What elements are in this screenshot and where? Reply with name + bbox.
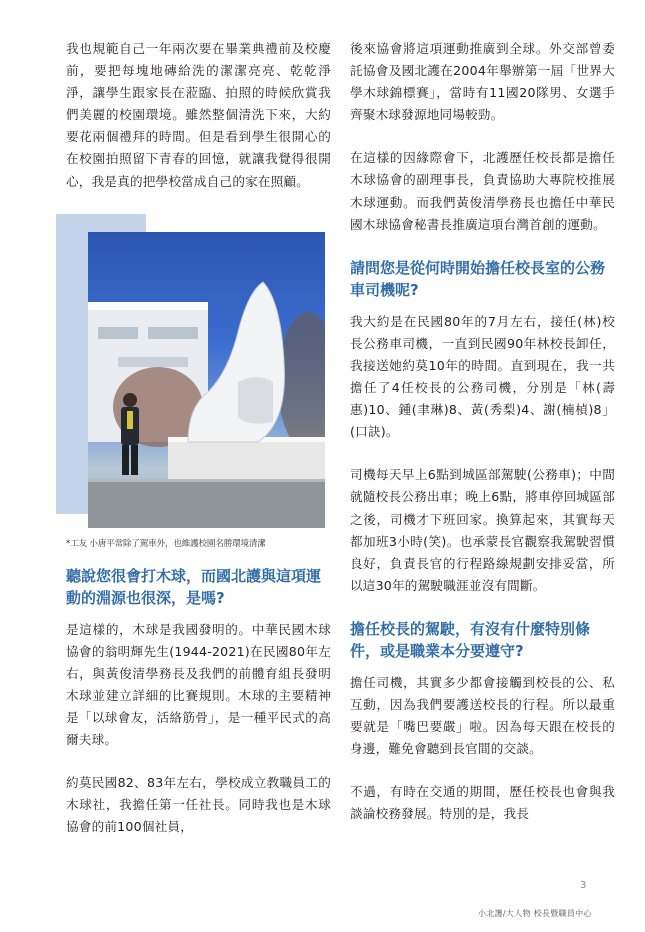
right-column bbox=[350, 38, 615, 846]
paragraph: 在這樣的因緣際會下，北護歷任校長都是擔任木球協會的副理事長，負責協助大專院校推展木球運動。而我們黃俊清學務長也擔任中華民國木球協會秘書長推廣這項台灣首創的運動。 bbox=[350, 150, 615, 232]
page-number: 3 bbox=[580, 880, 587, 891]
photo-block bbox=[66, 214, 331, 532]
paragraph: 後來協會將這項運動推廣到全球。外交部曾委託協會及國北護在2004年舉辦第一屆「世界大學木球錦標賽」，當時有11國20隊男、女選手齊聚木球發源地同場較勁。 bbox=[350, 41, 615, 123]
photo-caption: *工友 小唐平常除了駕車外，也維護校園名勝環境清潔 bbox=[66, 538, 266, 549]
paragraph: 司機每天早上6點到城區部駕駛(公務車)；中間就隨校長公務出車；晚上6點，將車停回城區部之後，司機才下班回家。換算起來，其實每天都加班3小時(笑)。也承蒙長官觀察我駕駛習慣良好，負責長官的行程路線規劃安排妥當，所以這30年的駕駛職涯並沒有間斷。 bbox=[350, 467, 615, 593]
paragraph: 擔任司機，其實多少都會接觸到校長的公、私互動，因為我們要護送校長的行程。所以最重要就是「嘴巴要嚴」啦。因為每天跟在校長的身邊，難免會聽到長官間的交談。 bbox=[350, 674, 615, 757]
photo-illustration bbox=[88, 232, 325, 528]
page-footer: 小北護/大人物 校長暨職員中心 bbox=[478, 909, 592, 918]
paragraph: 約莫民國82、83年左右，學校成立教職員工的木球社，我擔任第一任社長。同時我也是木球協會的前100個社員， bbox=[66, 775, 331, 835]
section-heading: 擔任校長的駕駛，有沒有什麼特別條件，或是職業本分要遵守? bbox=[350, 619, 591, 660]
paragraph: 我也規範自己一年兩次要在畢業典禮前及校慶前，要把每塊地磚給洗的潔潔亮亮、乾乾淨淨，讓學生跟家長在蒞臨、拍照的時候欣賞我們美麗的校園環境。雖然整個清洗下來，大約要花兩個禮拜的時間。但是看到學生很開心的在校園拍照留下青春的回憶，就讓我覺得很開心，我是真的把學校當成自己的家在照顧。 bbox=[66, 41, 331, 189]
paragraph: 我大約是在民國80年的7月左右，接任(林)校長公務車司機，一直到民國90年林校長卸任，我接送她約莫10年的時間。直到現在，我一共擔任了4任校長的公務司機，分別是「林(壽惠)10、鍾(聿琳)8、黃(秀梨)4、謝(楠楨)8」(口訣)。 bbox=[350, 313, 615, 440]
paragraph: 不過，有時在交通的期間，歷任校長也會與我談論校務發展。特別的是，我長 bbox=[350, 784, 615, 822]
section-heading: 聽說您很會打木球，而國北護與這項運動的淵源也很深，是嗎? bbox=[66, 566, 322, 607]
campus-sculpture-photo bbox=[88, 232, 325, 528]
paragraph: 是這樣的，木球是我國發明的。中華民國木球協會的翁明輝先生(1944-2021)在民國80年左右，與黃俊清學務長及我們的前體育組長發明木球並建立詳細的比賽規則。木球的主要精神是「以球會友，活絡筋骨」，是一種平民式的高爾夫球。 bbox=[66, 621, 331, 748]
left-column bbox=[66, 38, 331, 860]
section-heading: 請問您是從何時開始擔任校長室的公務車司機呢? bbox=[350, 258, 606, 299]
